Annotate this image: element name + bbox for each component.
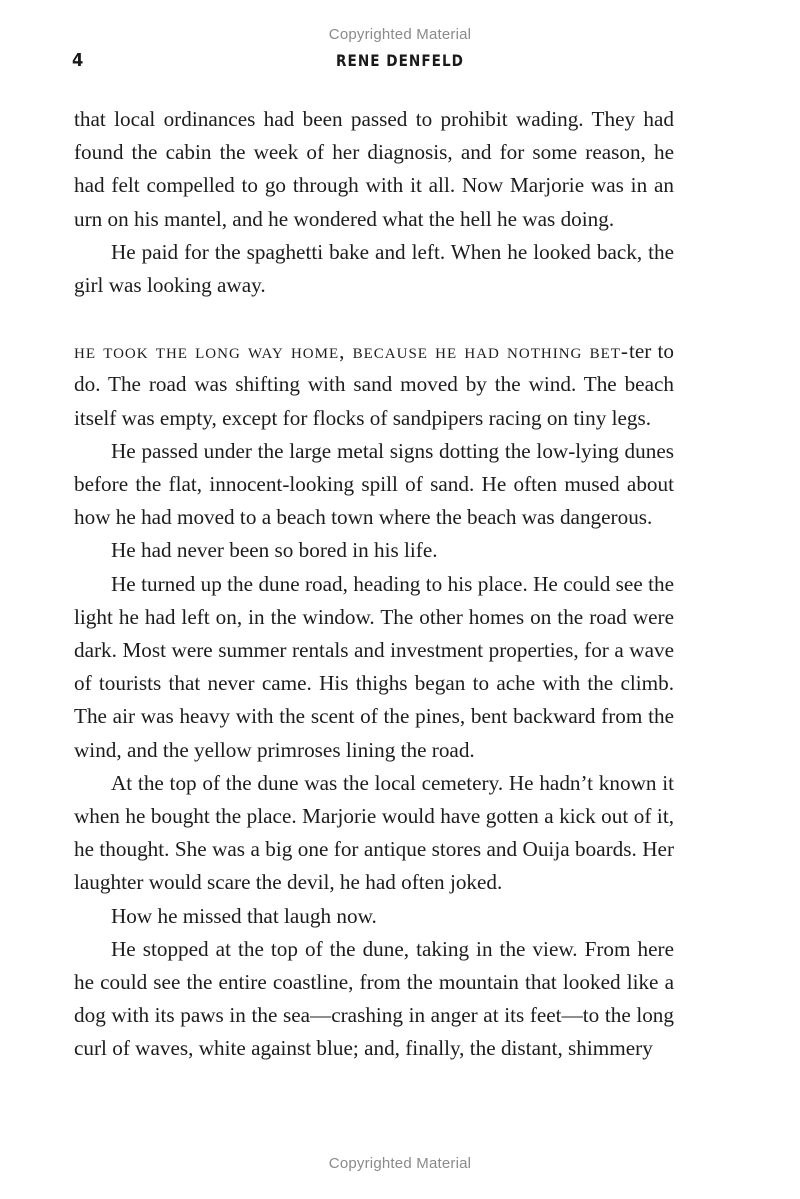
section-opening-text: ter to do. The road was shifting with sand moved by the wind. The beach itself was empty, except for flocks of sandpipers racing on tiny legs. (74, 339, 674, 430)
copyright-watermark-bottom: Copyrighted Material (328, 1155, 472, 1172)
section-lead-in: he took the long way home, because he had nothing bet- (74, 339, 629, 364)
page-number: 4 (72, 50, 84, 71)
section-opening-paragraph (74, 335, 674, 435)
paragraph-continuation: that local ordinances had been passed to prohibit wading. They had found the cabin the week of her diagnosis, and for some reason, he had felt compelled to go through with it all. Now Marjorie was in an urn on his mantel, and he wondered what the hell he was doing. (74, 107, 674, 231)
paragraph: At the top of the dune was the local cemetery. He hadn’t known it when he bought the place. Marjorie would have gotten a kick out of it, he thought. She was a big one for antique stores and Ouija boards. Her laughter would scare the devil, he had often joked. (74, 770, 674, 895)
paragraph: He paid for the spaghetti bake and left. When he looked back, the girl was looking away. (74, 239, 674, 298)
paragraph: He passed under the large metal signs dotting the low-lying dunes before the flat, innocent-looking spill of sand. He often mused about how he had moved to a beach town where the beach was dangerous. (74, 438, 674, 530)
page-body (74, 103, 674, 1066)
paragraph: He stopped at the top of the dune, taking in the view. From here he could see the entire coastline, from the mountain that looked like a dog with its paws in the sea—crashing in anger at its feet—to the long curl of waves, white against blue; and, finally, the distant, shimmery (74, 936, 674, 1061)
running-head-author: RENE DENFELD (336, 51, 464, 70)
paragraph: He had never been so bored in his life. (111, 538, 438, 563)
paragraph: He turned up the dune road, heading to his place. He could see the light he had left on, in the window. The other homes on the road were dark. Most were summer rentals and investment properties, for a wave of tourists that never came. His thighs began to ache with the climb. The air was heavy with the scent of the pines, bent backward from the wind, and the yellow primroses lining the road. (74, 571, 674, 762)
copyright-watermark-top: Copyrighted Material (328, 26, 472, 43)
paragraph: How he missed that laugh now. (111, 903, 377, 928)
